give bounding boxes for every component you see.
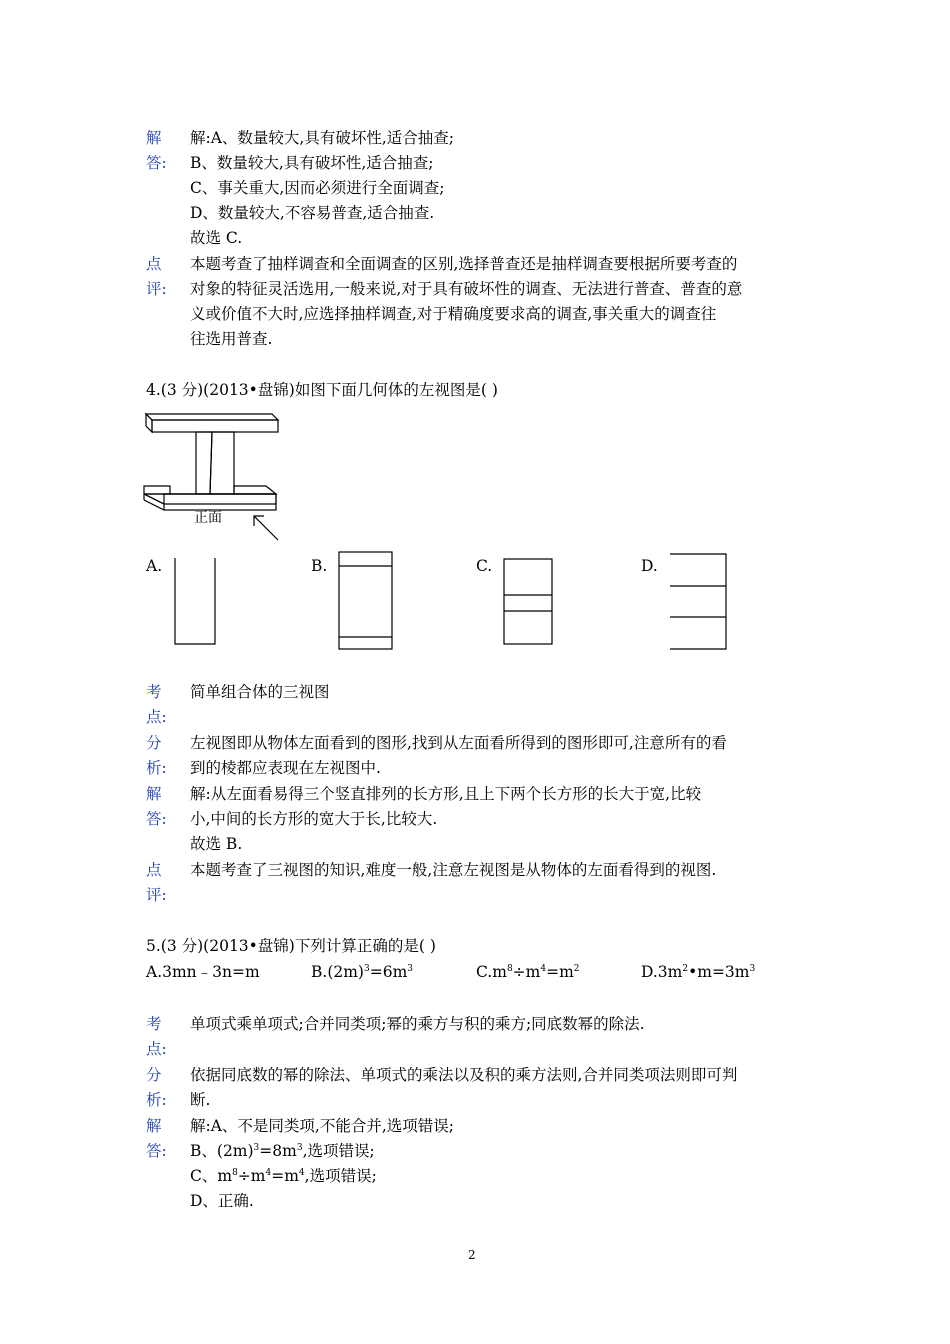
comment-line: 义或价值不大时,应选择抽样调查,对于精确度要求高的调查,事关重大的调查往	[190, 305, 717, 323]
comment-line: 对象的特征灵活选用,一般来说,对于具有破坏性的调查、无法进行普查、普查的意	[190, 280, 743, 298]
option-b-label: B.	[311, 557, 328, 575]
option-d: $D.3m^2•m=3m^3$	[641, 963, 756, 981]
label-dian: 点:	[146, 1040, 167, 1058]
option-b: $B.(2m)^3=6m^3$	[311, 963, 413, 981]
label-fen: 分	[146, 1066, 162, 1084]
figure-caption: 正面	[194, 510, 222, 526]
answer-line: 解:A、数量较大,具有破坏性,适合抽查;	[190, 129, 454, 147]
question-4: 4.(3 分)(2013•盘锦)如图下面几何体的左视图是( )	[146, 381, 498, 399]
option-c: $C.m^8\div m^4=m^2$	[476, 963, 580, 981]
answer-line: 解:从左面看易得三个竖直排列的长方形,且上下两个长方形的长大于宽,比较	[190, 785, 702, 803]
analysis-line: 依据同底数的幂的除法、单项式的乘法以及积的乘方法则,合并同类项法则即可判	[190, 1066, 738, 1084]
answer-line: 小,中间的长方形的宽大于长,比较大.	[190, 810, 438, 828]
answer-line: D、正确.	[190, 1192, 254, 1210]
label-xi: 析:	[146, 1091, 167, 1109]
analysis-line: 断.	[190, 1091, 211, 1109]
comment-line: 往选用普查.	[190, 330, 273, 348]
label-dian: 点:	[146, 708, 167, 726]
label-kao: 考	[146, 683, 162, 701]
label-ping: 评:	[146, 280, 167, 298]
label-jie: 解	[146, 785, 162, 803]
question-5: 5.(3 分)(2013•盘锦)下列计算正确的是( )	[146, 937, 436, 955]
page-number: 2	[468, 1248, 476, 1262]
label-jie: 解	[146, 129, 162, 147]
answer-line: D、数量较大,不容易普查,适合抽查.	[190, 204, 435, 222]
comment-line: 本题考查了三视图的知识,难度一般,注意左视图是从物体的左面看得到的视图.	[190, 861, 717, 879]
option-d-figure	[668, 553, 728, 651]
answer-line: B、数量较大,具有破坏性,适合抽查;	[190, 154, 434, 172]
label-fen: 分	[146, 734, 162, 752]
label-dian: 点	[146, 861, 162, 879]
label-dian: 点	[146, 255, 162, 273]
label-da: 答:	[146, 154, 167, 172]
comment-line: 本题考查了抽样调查和全面调查的区别,选择普查还是抽样调查要根据所要考查的	[190, 255, 738, 273]
kaodian-text: 单项式乘单项式;合并同类项;幂的乘方与积的乘方;同底数幂的除法.	[190, 1015, 645, 1033]
option-d-label: D.	[641, 557, 658, 575]
answer-line: C、事关重大,因而必须进行全面调查;	[190, 179, 445, 197]
label-kao: 考	[146, 1015, 162, 1033]
analysis-line: 左视图即从物体左面看到的图形,找到从左面看所得到的图形即可,注意所有的看	[190, 734, 727, 752]
label-xi: 析:	[146, 759, 167, 777]
option-c-figure	[503, 558, 553, 646]
answer-line: C、$m^8\div m^4=m^4$,选项错误;	[190, 1167, 377, 1185]
answer-line: 故选 C.	[190, 229, 243, 247]
option-c-label: C.	[476, 557, 493, 575]
option-a: A.3mn﹣3n=m	[146, 963, 260, 981]
option-a-figure	[174, 558, 216, 646]
label-ping: 评:	[146, 886, 167, 904]
analysis-line: 到的棱都应表现在左视图中.	[190, 759, 381, 777]
answer-line: 解:A、不是同类项,不能合并,选项错误;	[190, 1117, 454, 1135]
answer-line: 故选 B.	[190, 835, 243, 853]
answer-line: B、$(2m)^3=8m^3$,选项错误;	[190, 1142, 375, 1160]
option-b-figure	[338, 551, 393, 651]
kaodian-text: 简单组合体的三视图	[190, 683, 330, 701]
label-jie: 解	[146, 1117, 162, 1135]
label-da: 答:	[146, 810, 167, 828]
label-da: 答:	[146, 1142, 167, 1160]
option-a-label: A.	[146, 557, 163, 575]
